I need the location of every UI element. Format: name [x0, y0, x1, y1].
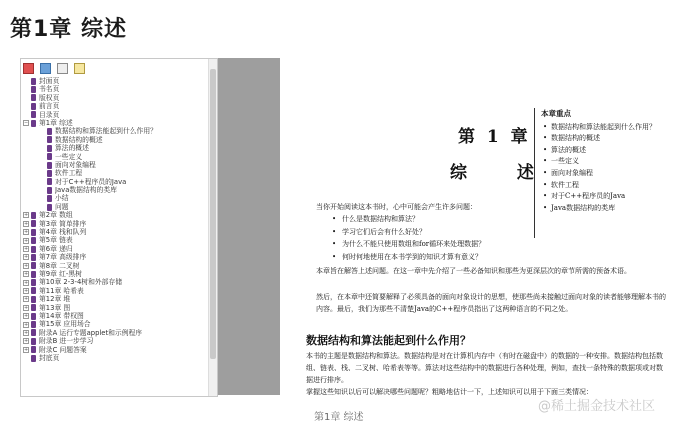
bookmark-icon	[31, 329, 36, 336]
figure-caption: 第1章 综述	[314, 412, 364, 423]
bookmark-item[interactable]	[23, 278, 203, 286]
bookmark-label: 小结	[55, 194, 69, 203]
bookmark-icon	[31, 279, 36, 286]
bookmark-label: 附录C 问题答案	[39, 345, 87, 354]
bookmark-icon	[31, 246, 36, 253]
bookmark-label: 一些定义	[55, 152, 83, 161]
bookmark-item[interactable]	[23, 337, 203, 345]
bookmark-pane	[20, 58, 218, 397]
bookmark-label: 第10章 2-3-4树和外部存储	[39, 278, 123, 287]
bookmark-label: 目录页	[39, 110, 60, 119]
key-points-title: 本章重点	[541, 109, 571, 118]
bookmark-icon	[31, 220, 36, 227]
new-bookmark-icon[interactable]	[57, 63, 68, 74]
paragraph-5-text: 掌握这些知识以后可以解决哪些问题呢？粗略地估计一下，上述知识可以用于下面三类情况：	[306, 388, 593, 396]
bookmark-icon	[31, 94, 36, 101]
chapter-title: 综 述	[450, 163, 556, 183]
bookmark-tree	[23, 77, 203, 362]
bookmark-label: 版权页	[39, 93, 60, 102]
book-page	[280, 58, 670, 398]
expand-toggle-icon[interactable]: +	[24, 246, 29, 252]
bookmark-icon	[31, 313, 36, 320]
expand-toggle-icon[interactable]: +	[24, 346, 29, 353]
chapter-number: 第 1 章	[458, 127, 531, 147]
bookmark-item[interactable]	[23, 119, 203, 127]
expand-toggle-icon[interactable]: +	[24, 254, 29, 261]
bookmark-scrollbar[interactable]	[208, 59, 217, 396]
bookmark-icon	[47, 136, 52, 143]
bookmark-label: 前言页	[39, 102, 60, 111]
bookmark-item[interactable]	[23, 262, 203, 270]
bookmark-item[interactable]	[23, 85, 203, 93]
section-heading: 数据结构和算法能起到什么作用？	[306, 334, 471, 347]
paragraph-4	[306, 350, 668, 398]
chapter-key-points	[534, 108, 668, 238]
bookmark-label: 附录A 运行专题applet和示例程序	[39, 328, 143, 337]
bookmark-icon	[47, 128, 52, 135]
expand-toggle-icon[interactable]: +	[24, 304, 29, 311]
scrollbar-thumb[interactable]	[210, 69, 216, 359]
bookmark-label: 第11章 哈希表	[39, 286, 84, 295]
bookmark-item[interactable]	[23, 94, 203, 102]
bookmark-icon	[31, 287, 36, 294]
options-icon[interactable]	[40, 63, 51, 74]
bookmark-icon	[47, 153, 52, 160]
bookmark-label: 第12章 堆	[39, 295, 71, 304]
paragraph-2: 本章旨在解答上述问题。在这一章中先介绍了一些必备知识和那些为更深层次的章节所需的预备术语。	[316, 267, 631, 275]
bookmark-item[interactable]	[23, 153, 203, 161]
key-point-item: • 一些定义	[541, 156, 668, 168]
expand-toggle-icon[interactable]: +	[24, 296, 29, 303]
bookmark-item[interactable]	[23, 304, 203, 312]
bookmark-item[interactable]	[23, 354, 203, 362]
bookmark-icon	[31, 346, 36, 353]
watermark: @稀土掘金技术社区	[538, 399, 656, 414]
bookmark-icon	[47, 162, 52, 169]
delete-bookmark-icon[interactable]	[23, 63, 34, 74]
intro-paragraph: 当你开始阅读这本书时，心中可能会产生许多问题：	[316, 203, 477, 211]
bookmark-icon	[31, 237, 36, 244]
bookmark-label: 第6章 递归	[39, 244, 73, 253]
bookmark-icon	[31, 120, 36, 127]
expand-toggle-icon[interactable]: +	[24, 229, 29, 236]
bookmark-icon	[47, 195, 52, 202]
bookmark-label: 第2章 数组	[39, 211, 73, 220]
bookmark-item[interactable]	[23, 270, 203, 278]
bookmark-item[interactable]	[23, 236, 203, 244]
bookmark-icon	[31, 262, 36, 269]
bookmark-label: 第8章 二叉树	[39, 261, 80, 270]
bookmark-item[interactable]	[23, 320, 203, 328]
expand-toggle-icon[interactable]: +	[24, 338, 29, 345]
expand-bookmark-icon[interactable]	[74, 63, 85, 74]
bookmark-item[interactable]	[23, 228, 203, 236]
bookmark-item[interactable]	[23, 295, 203, 303]
key-point-item: • 算法的概述	[541, 145, 668, 157]
question-item: • 学习它们后会有什么好处？	[332, 226, 532, 239]
bookmark-label: 第9章 红-黑树	[39, 269, 82, 278]
bookmark-icon	[31, 86, 36, 93]
expand-toggle-icon[interactable]: +	[24, 279, 29, 286]
bookmark-label: 附录B 进一步学习	[39, 337, 94, 346]
bookmark-label: 第1章 综述	[39, 118, 73, 127]
paragraph-3: 然后，在本章中还简要解释了必须具备的面向对象设计的思想，使那些尚未接触过面向对象的读者能够理解本书的内容。最后，我们为那些不清楚Java的C++程序员指出了这两种语言的不同之处。	[316, 293, 666, 314]
bookmark-toolbar	[23, 61, 85, 75]
question-item: • 何时何地使用在本书学到的知识才算有意义？	[332, 251, 532, 264]
bookmark-icon	[31, 304, 36, 311]
expand-toggle-icon[interactable]: +	[24, 321, 29, 328]
bookmark-icon	[31, 355, 36, 362]
bookmark-label: 第5章 链表	[39, 236, 73, 245]
bookmark-item[interactable]	[23, 220, 203, 228]
bookmark-icon	[31, 296, 36, 303]
key-point-item: • 数据结构的概述	[541, 133, 668, 145]
expand-toggle-icon[interactable]: +	[24, 271, 29, 278]
bookmark-icon	[47, 170, 52, 177]
bookmark-label: 第15章 应用场合	[39, 320, 91, 329]
page-heading: 第1章 综述	[10, 17, 127, 42]
expand-toggle-icon[interactable]: +	[24, 313, 29, 320]
bookmark-label: 封底页	[39, 353, 60, 362]
key-point-item: • 对于C++程序员的Java	[541, 191, 668, 203]
bookmark-label: 算法的概述	[55, 144, 89, 153]
bookmark-item[interactable]	[23, 144, 203, 152]
expand-toggle-icon[interactable]: +	[24, 287, 29, 294]
bookmark-item[interactable]	[23, 111, 203, 119]
expand-toggle-icon[interactable]: +	[24, 212, 29, 219]
bookmark-icon	[31, 229, 36, 236]
bookmark-label: 数据结构和算法能起到什么作用？	[55, 127, 157, 136]
bookmark-item[interactable]	[23, 245, 203, 253]
bookmark-item[interactable]	[23, 194, 203, 202]
bookmark-label: 问题	[55, 202, 69, 211]
key-point-item: • 数据结构和算法能起到什么作用？	[541, 122, 668, 134]
question-item: • 为什么不能只使用数组和for循环来处理数据？	[332, 238, 532, 251]
bookmark-item[interactable]	[23, 203, 203, 211]
bookmark-label: 封面页	[39, 77, 60, 85]
bookmark-item[interactable]	[23, 211, 203, 219]
question-item: • 什么是数据结构和算法？	[332, 213, 532, 226]
bookmark-item[interactable]	[23, 287, 203, 295]
question-list	[332, 213, 532, 263]
bookmark-item[interactable]	[23, 77, 203, 85]
key-point-item: • 软件工程	[541, 180, 668, 192]
pdf-viewer-screenshot	[20, 58, 670, 398]
expand-toggle-icon[interactable]: +	[24, 262, 29, 269]
key-point-item: • 面向对象编程	[541, 168, 668, 180]
bookmark-item[interactable]	[23, 169, 203, 177]
bookmark-icon	[31, 271, 36, 278]
bookmark-icon	[31, 111, 36, 118]
collapse-toggle-icon[interactable]: −	[24, 120, 29, 127]
bookmark-label: 第14章 带权图	[39, 311, 84, 320]
bookmark-icon	[31, 212, 36, 219]
bookmark-label: 面向对象编程	[55, 160, 96, 169]
bookmark-label: Java数据结构的类库	[55, 186, 117, 195]
bookmark-item[interactable]	[23, 102, 203, 110]
bookmark-item[interactable]	[23, 312, 203, 320]
bookmark-item[interactable]	[23, 178, 203, 186]
bookmark-icon	[31, 254, 36, 261]
bookmark-item[interactable]	[23, 253, 203, 261]
bookmark-icon	[47, 187, 52, 194]
bookmark-label: 软件工程	[55, 169, 83, 178]
bookmark-item[interactable]	[23, 329, 203, 337]
bookmark-label: 第7章 高级排序	[39, 253, 87, 262]
bookmark-label: 第3章 简单排序	[39, 219, 87, 228]
bookmark-item[interactable]	[23, 127, 203, 135]
key-point-item: • Java数据结构的类库	[541, 203, 668, 215]
bookmark-icon	[31, 338, 36, 345]
bookmark-label: 书名页	[39, 85, 60, 94]
bookmark-label: 第4章 栈和队列	[39, 228, 87, 237]
expand-toggle-icon[interactable]: +	[24, 237, 29, 244]
paragraph-4-text: 本书的主题是数据结构和算法。数据结构是对在计算机内存中（有时在磁盘中）的数据的一种安排。数据结构包括数组、链表、栈、二叉树、哈希表等等。算法对这些结构中的数据进行各种处理，例如，查找一条特殊的数据项或对数据进行排序。	[306, 352, 663, 384]
bookmark-label: 数据结构的概述	[55, 135, 103, 144]
viewer-gutter	[218, 58, 280, 395]
bookmark-item[interactable]	[23, 136, 203, 144]
bookmark-icon	[31, 103, 36, 110]
bookmark-item[interactable]	[23, 186, 203, 194]
bookmark-label: 对于C++程序员的Java	[55, 177, 127, 186]
bookmark-icon	[31, 321, 36, 328]
bookmark-icon	[47, 145, 52, 152]
bookmark-icon	[31, 78, 36, 85]
bookmark-icon	[47, 204, 52, 211]
bookmark-item[interactable]	[23, 346, 203, 354]
bookmark-item[interactable]	[23, 161, 203, 169]
expand-toggle-icon[interactable]: +	[24, 220, 29, 227]
bookmark-label: 第13章 图	[39, 303, 71, 312]
bookmark-icon	[47, 178, 52, 185]
expand-toggle-icon[interactable]: +	[24, 329, 29, 336]
